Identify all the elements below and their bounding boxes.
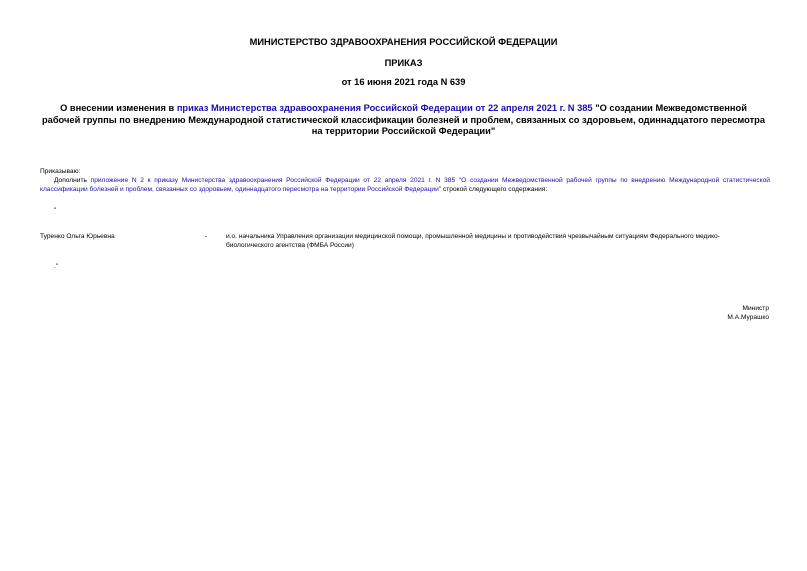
signatory-position: Министр bbox=[742, 305, 769, 312]
title-suffix: "О создании Межведомственной рабочей группы по внедрению Международной статистической классификации болезней и проблем, связанных со здоровьем, одиннадцатого пересмотра на территории Российской Федерации" bbox=[41, 103, 766, 136]
document-type: ПРИКАЗ bbox=[384, 58, 423, 68]
ministry-heading: МИНИСТЕРСТВО ЗДРАВООХРАНЕНИЯ РОССИЙСКОЙ ФЕДЕРАЦИИ bbox=[249, 37, 558, 47]
appendix-link[interactable]: приложение N 2 к приказу Министерства здравоохранения Российской Федерации от 22 апреля 2021 г. N 385 "О создании Межведомственной рабочей группы по внедрению Международной статистической классификации болезней и проблем, связанных со здоровьем, одиннадцатого пересмотра на территории Российской Федерации" bbox=[40, 177, 770, 193]
document-title bbox=[40, 103, 767, 138]
paragraph-suffix: строкой следующего содержания: bbox=[441, 186, 548, 193]
entry-description: и.о. начальника Управления организации медицинской помощи, промышленной медицины и противодействия чрезвычайным ситуациям Федерального медико-биологического агентства (ФМБА России) bbox=[226, 233, 720, 249]
order-paragraph bbox=[40, 176, 770, 194]
paragraph-prefix: Дополнить bbox=[54, 177, 91, 184]
quote-open: " bbox=[54, 207, 57, 214]
title-order-link[interactable]: приказ Министерства здравоохранения Российской Федерации от 22 апреля 2021 г. N 385 bbox=[176, 103, 593, 113]
document-date: от 16 июня 2021 года N 639 bbox=[341, 77, 466, 87]
title-prefix: О внесении изменения в bbox=[60, 103, 177, 113]
order-intro: Приказываю: bbox=[40, 168, 81, 175]
signatory-name: М.А.Мурашко bbox=[727, 314, 769, 321]
quote-close: ." bbox=[54, 263, 59, 270]
entry-name: Туренко Ольга Юрьевна bbox=[40, 233, 115, 240]
entry-dash: - bbox=[205, 233, 208, 240]
